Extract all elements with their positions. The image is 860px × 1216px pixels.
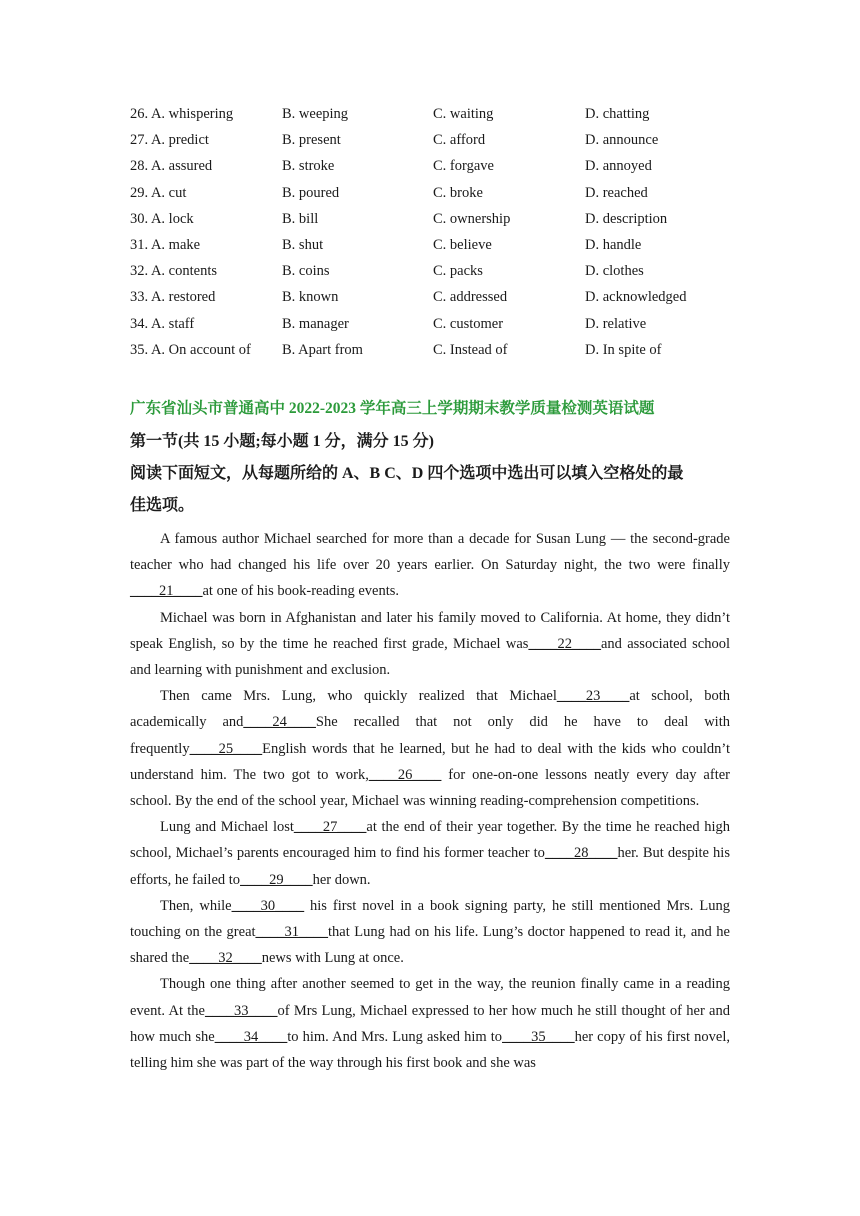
option-a: 32. A. contents	[130, 263, 217, 280]
option-a: 28. A. assured	[130, 158, 213, 175]
option-row	[130, 206, 750, 232]
option-c: C. ownership	[433, 210, 511, 227]
passage-paragraph	[130, 683, 730, 814]
blank-35: ____35____	[502, 1028, 575, 1045]
option-a: 34. A. staff	[130, 315, 195, 332]
passage-paragraph	[130, 814, 730, 893]
passage-text: at school, both academically and	[130, 688, 730, 731]
passage-text: news with Lung at once.	[261, 950, 404, 967]
instruction-line-2: 佳选项。	[130, 497, 195, 514]
answer-options-table	[130, 101, 750, 363]
option-d: D. reached	[585, 184, 648, 201]
exam-title: 广东省汕头市普通高中 2022-2023 学年高三上学期期末教学质量检测英语试题	[130, 400, 655, 417]
option-d: D. chatting	[585, 106, 650, 122]
option-d: D. description	[585, 210, 668, 227]
option-c: C. broke	[433, 184, 483, 201]
passage-text: Lung and Michael lost	[160, 819, 294, 836]
blank-23: ____23____	[556, 688, 630, 705]
blank-27: ____27____	[293, 819, 367, 836]
passage-paragraph	[130, 605, 730, 684]
option-row	[130, 153, 750, 179]
option-b: B. stroke	[282, 158, 335, 175]
option-a: 27. A. predict	[130, 132, 209, 149]
option-a: 33. A. restored	[130, 289, 216, 306]
option-b: B. known	[282, 289, 339, 306]
passage-text: at the end of their year together. By the time he reached high school, Michael’s parents encouraged him to find his former teacher to	[130, 819, 730, 862]
option-d: D. In spite of	[585, 341, 662, 358]
blank-26: ____26____	[368, 766, 442, 783]
passage-text: her copy of his first novel, telling him she was part of the way through his first book and she was	[130, 1028, 730, 1072]
blank-25: ____25____	[189, 740, 263, 757]
option-d: D. handle	[585, 236, 642, 253]
option-row	[130, 232, 750, 258]
blank-30: ____30____	[231, 897, 305, 914]
passage-paragraph	[130, 971, 730, 1076]
option-row	[130, 180, 750, 206]
passage-text: She recalled that not only did he have to deal with frequently	[130, 714, 730, 757]
blank-29: ____29____	[240, 871, 313, 888]
option-d: D. annoyed	[585, 158, 652, 175]
option-b: B. manager	[282, 315, 349, 332]
option-a: 26. A. whispering	[130, 106, 234, 122]
option-c: C. customer	[433, 315, 504, 332]
option-b: B. weeping	[282, 106, 349, 122]
passage-text: of Mrs Lung, Michael expressed to her how much he still thought of her and how much she	[130, 1002, 730, 1045]
option-c: C. Instead of	[433, 341, 508, 358]
blank-21: ____21____	[130, 583, 203, 600]
passage-text: and associated school and learning with punishment and exclusion.	[130, 635, 730, 679]
blank-31: ____31____	[255, 924, 329, 941]
passage-text: A famous author Michael searched for more than a decade for Susan Lung — the second-grade teacher who had changed his life over 20 years earlier. On Saturday night, the two were finally	[130, 531, 730, 574]
passage-text: to him. And Mrs. Lung asked him to	[287, 1028, 503, 1045]
option-row	[130, 337, 750, 363]
option-a: 29. A. cut	[130, 184, 187, 201]
option-row	[130, 284, 750, 310]
option-a: 35. A. On account of	[130, 341, 251, 358]
option-d: D. announce	[585, 132, 659, 149]
option-c: C. addressed	[433, 289, 508, 306]
blank-33: ____33____	[205, 1002, 278, 1019]
option-row	[130, 127, 750, 153]
option-c: C. believe	[433, 236, 492, 253]
option-b: B. bill	[282, 210, 319, 227]
option-b: B. present	[282, 132, 341, 149]
option-c: C. forgave	[433, 158, 494, 175]
passage-text: English words that he learned, but he had to deal with the kids who couldn’t understand him. The two got to work,	[130, 740, 730, 783]
passage-text: her. But despite his efforts, he failed to	[130, 845, 730, 888]
option-b: B. Apart from	[282, 341, 363, 358]
passage-paragraph	[130, 526, 730, 605]
passage	[130, 526, 730, 1076]
passage-text: her down.	[312, 871, 371, 888]
option-row	[130, 101, 750, 127]
option-c: C. waiting	[433, 106, 494, 122]
option-row	[130, 258, 750, 284]
passage-text: Then came Mrs. Lung, who quickly realized that Michael	[160, 688, 557, 705]
option-d: D. clothes	[585, 263, 644, 280]
option-c: C. packs	[433, 263, 483, 280]
blank-24: ____24____	[243, 714, 316, 731]
option-d: D. relative	[585, 315, 647, 332]
section-header: 第一节(共 15 小题;每小题 1 分，满分 15 分)	[130, 433, 434, 450]
option-c: C. afford	[433, 132, 486, 149]
blank-28: ____28____	[544, 845, 618, 862]
option-b: B. poured	[282, 184, 340, 201]
passage-text: Michael was born in Afghanistan and later his family moved to California. At home, they didn’t speak English, so by the time he reached first grade, Michael was	[130, 609, 730, 652]
option-a: 30. A. lock	[130, 210, 194, 227]
passage-text: that Lung had on his life. Lung’s doctor happened to read it, and he shared the	[130, 924, 730, 967]
passage-text: for one-on-one lessons neatly every day after school. By the end of the school year, Michael was winning reading-comprehension competitions.	[130, 766, 730, 810]
passage-paragraph	[130, 893, 730, 972]
option-a: 31. A. make	[130, 236, 201, 253]
option-d: D. acknowledged	[585, 289, 687, 306]
blank-32: ____32____	[189, 950, 262, 967]
blank-34: ____34____	[214, 1028, 288, 1045]
passage-text: his first novel in a book signing party, he still mentioned Mrs. Lung touching on the great	[130, 897, 730, 941]
option-b: B. shut	[282, 236, 324, 253]
blank-22: ____22____	[528, 635, 601, 652]
passage-text: at one of his book-reading events.	[202, 583, 400, 600]
passage-text: Though one thing after another seemed to get in the way, the reunion finally came in a reading event. At the	[130, 976, 730, 1019]
option-b: B. coins	[282, 263, 330, 280]
instruction-line-1: 阅读下面短文，从每题所给的 A、B C、D 四个选项中选出可以填入空格处的最	[130, 465, 684, 482]
option-row	[130, 311, 750, 337]
passage-text: Then, while	[160, 897, 232, 914]
